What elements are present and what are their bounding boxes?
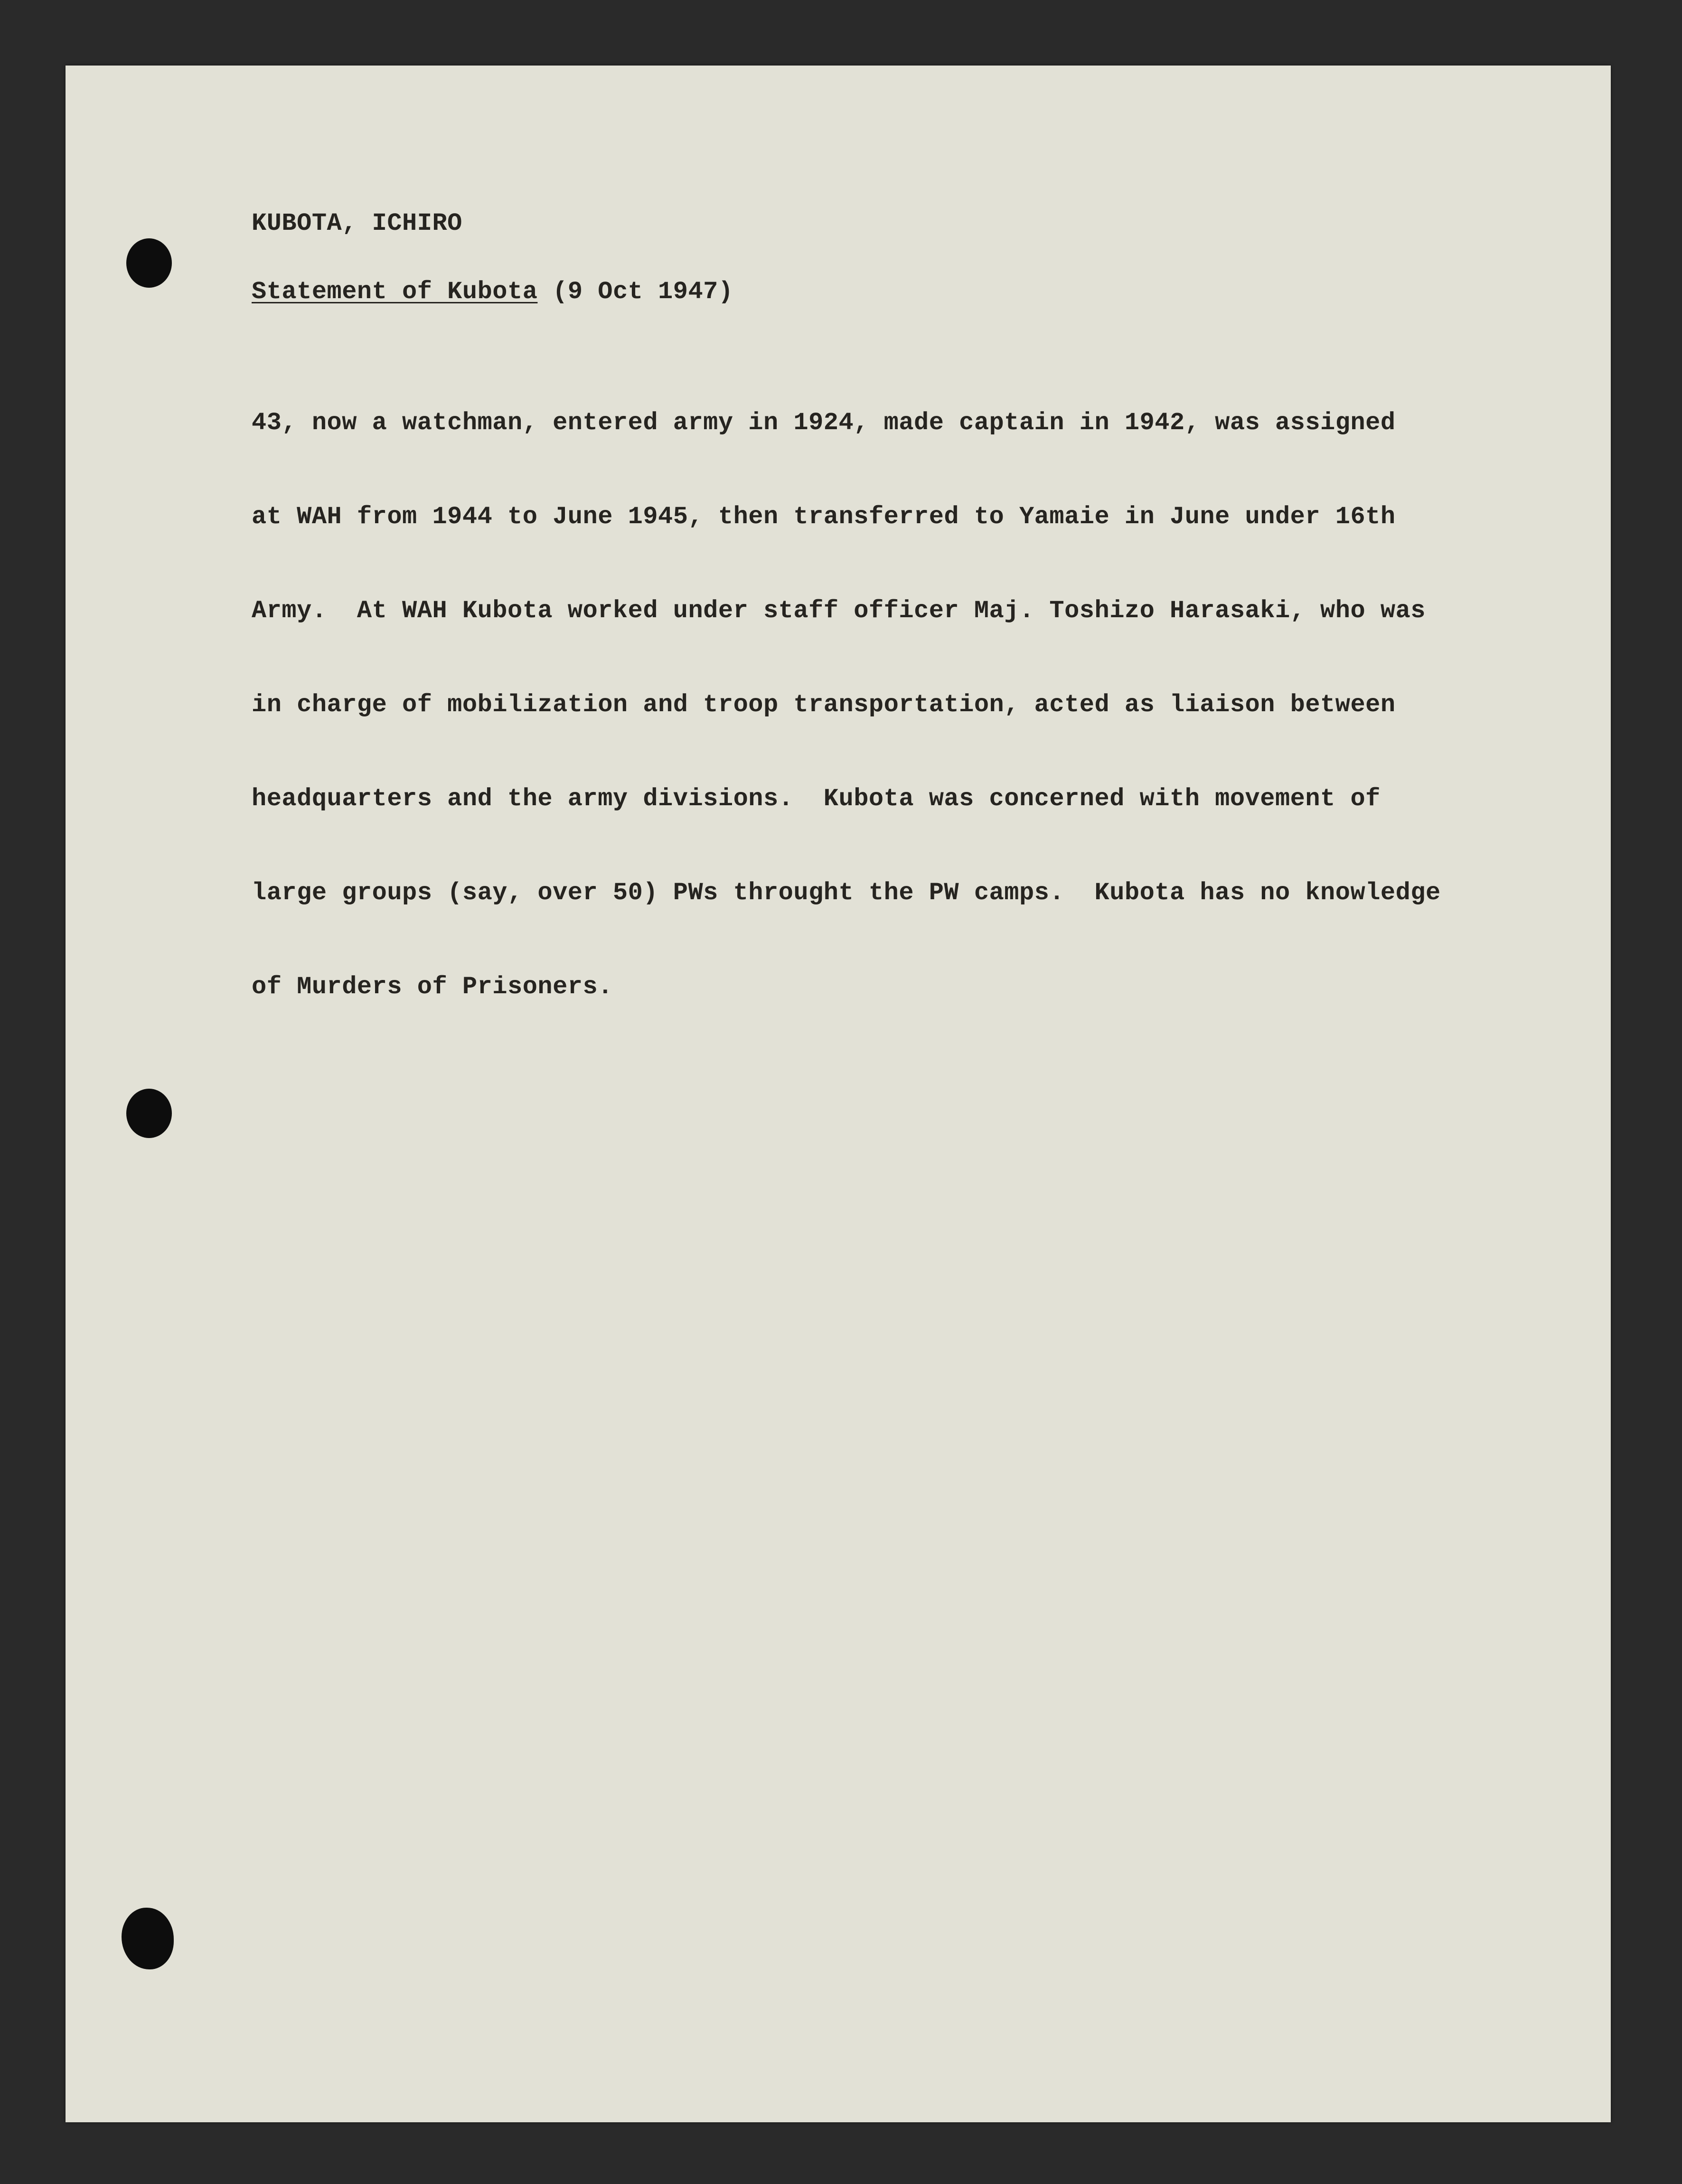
body-line: of Murders of Prisoners. xyxy=(252,973,613,1001)
body-line: headquarters and the army divisions. Kubota was concerned with movement of xyxy=(252,785,1381,813)
statement-body xyxy=(252,345,1441,1065)
name-header: KUBOTA, ICHIRO xyxy=(252,209,462,237)
statement-date: (9 Oct 1947) xyxy=(553,278,733,306)
statement-heading xyxy=(252,276,733,308)
body-line: in charge of mobilization and troop transportation, acted as liaison between xyxy=(252,691,1396,719)
statement-title: Statement of Kubota xyxy=(252,278,538,306)
body-line: large groups (say, over 50) PWs throught the PW camps. Kubota has no knowledge xyxy=(252,879,1441,907)
body-line: 43, now a watchman, entered army in 1924, made captain in 1942, was assigned xyxy=(252,409,1396,437)
punch-hole-bottom xyxy=(122,1908,174,1969)
punch-hole-middle xyxy=(126,1089,172,1138)
punch-hole-top xyxy=(126,238,172,288)
body-line: at WAH from 1944 to June 1945, then transferred to Yamaie in June under 16th xyxy=(252,503,1396,531)
document-page xyxy=(66,66,1611,2122)
body-line: Army. At WAH Kubota worked under staff officer Maj. Toshizo Harasaki, who was xyxy=(252,597,1426,625)
